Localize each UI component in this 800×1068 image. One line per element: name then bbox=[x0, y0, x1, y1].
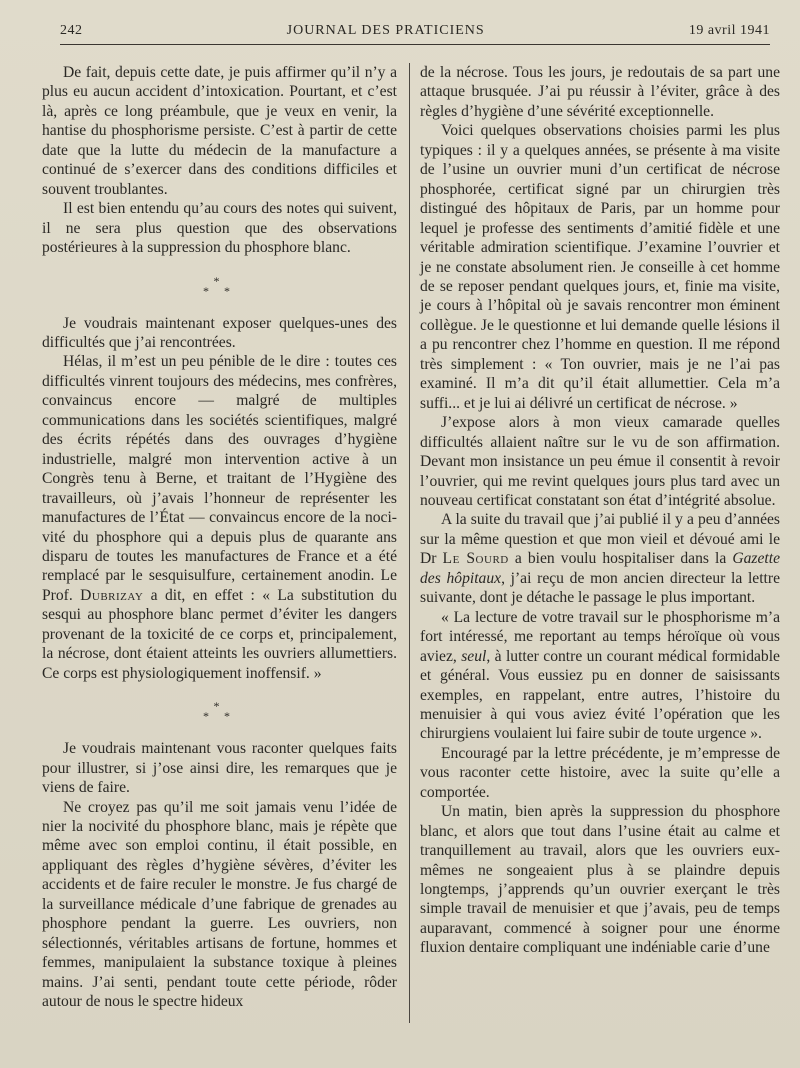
right-paragraph-5 bbox=[420, 608, 780, 744]
right-paragraph-6: Encouragé par la lettre précédente, je m’empresse de vous raconter cette histoire, avec la suite qu’elle a comportée. bbox=[420, 744, 780, 801]
right-paragraph-7: Un matin, bien après la suppression du phosphore blanc, et alors que tout dans l’usine était au calme et tranquillement au travail, alors que les ouvriers eux-mêmes ne songeaient plus à se plaindre depuis longtemps, j’apprends qu’un ouvrier exerçant le très simple travail de menuisier et que j’avais, peu de temps auparavant, commencé à soigner pour une énorme fluxion dentaire compliquant une indéniable carie d’une bbox=[420, 803, 780, 957]
emphasis-seul: seul bbox=[461, 647, 487, 665]
left-paragraph-2: Il est bien entendu qu’au cours des notes qui suivent, il ne sera plus question que des observations postérieures à la suppression du phosphore blanc. bbox=[42, 200, 397, 257]
left-column bbox=[42, 63, 397, 1011]
left-paragraph-5: Je voudrais maintenant vous raconter quelques faits pour illustrer, si j’ose ainsi dire, les remarques que je viens de faire. bbox=[42, 740, 397, 797]
paragraph-4-text-b: a dit, en effet : « La substitution du sesqui au phosphore blanc permet d’éviter les dangers provenant de la toxicité de ce corps et, principalement, la nécrose, dont étaient atteints les ouvriers allumettiers. Ce corps est physiologiquement inoffensif. » bbox=[42, 586, 397, 682]
author-name-dubrizay: Dubrizay bbox=[80, 586, 144, 604]
paragraph-4-text-a: Hélas, il m’est un peu pénible de le dire : toutes ces difficultés vinrent toujours des médecins, mes confrères, convaincus encore — malgré de multiples communications dans les sociétés scientifiques, malgré des écrits répétés dans des ouvrages d’hygiène industrielle, malgré mon intervention active à un Congrès tenu à Berne, et traitant de l’Hygiène des travailleurs, où j’avais l’honneur de représenter les manufactures de l’État — convaincus encore de la nocivité du phosphore qui a depuis plus de quarante ans disparu de toutes les manufactures de France et a été remplacé par le sesquisulfure, certainement anodin. Le Prof. bbox=[42, 353, 397, 604]
separator-star-bottom: * * bbox=[203, 283, 236, 298]
quote-text-b: , à lutter contre un courant médical formidable et général. Vous eussiez pu en donner de saisissants exemples, en rappelant, entre autres, l’histoire du menuisier à qui vous aviez évité l’opération que les chirurgiens voulaient lui faire subir de toute urgence ». bbox=[420, 647, 780, 743]
right-paragraph-1: de la nécrose. Tous les jours, je redoutais de sa part une attaque brusquée. J’ai pu réussir à l’éviter, grâce à des règles d’hygiène d’une sévérité exceptionnelle. bbox=[420, 64, 780, 120]
right-paragraph-2: Voici quelques observations choisies parmi les plus typiques : il y a quelques années, se présente à ma visite de l’usine un ouvrier muni d’un certificat de nécrose phosphorée, certificat signé par un chirurgien très distingué des hôpitaux de Paris, par un homme pour lequel je professe des sentiments d’amitié fidèle et une véritable admiration scientifique. J’examine l’ouvrier et je ne constate absolument rien. Je conseille à cet homme de se reposer pendant quelques jours, et, finie ma visite, je cours à l’hôpital où je savais rencontrer mon éminent collègue. Je le questionne et lui demande quelle lésions il a pu rencontrer chez l’homme en question. Il me répond très simplement : « Ton ouvrier, mais je ne l’ai pas examiné. Il m’a dit qu’il était allumettier. Cela m’a suffi... et je lui ai délivré un certificat de nécrose. » bbox=[420, 122, 780, 412]
right-column bbox=[420, 63, 780, 958]
separator-star-bottom: * * bbox=[203, 709, 236, 724]
section-separator-1 bbox=[42, 273, 397, 298]
paragraph-4-text-c: , j’ai reçu de mon ancien directeur la lettre suivante, dont je détache le passage le plus important. bbox=[420, 569, 780, 607]
issue-date: 19 avril 1941 bbox=[688, 23, 770, 38]
author-name-le-sourd: Le Sourd bbox=[442, 550, 509, 568]
left-paragraph-3: Je voudrais maintenant exposer quelques-unes des difficultés que j’ai rencontrées. bbox=[42, 314, 397, 351]
page-number: 242 bbox=[60, 23, 83, 38]
left-paragraph-1: De fait, depuis cette date, je puis affirmer qu’il n’y a plus eu aucun accident d’intoxication. Pourtant, et c’est là, après ce long préambule, que je veux en venir, la hantise du phosphorisme persiste. C’est à partir de cette date que la lutte du médecin de la manufacture a continué de s’exercer dans des conditions difficiles et souvent troublantes. bbox=[42, 64, 397, 198]
paragraph-4-text-b: a bien voulu hospitaliser dans la bbox=[508, 550, 733, 568]
right-paragraph-4 bbox=[420, 510, 780, 607]
left-paragraph-6: Ne croyez pas qu’il me soit jamais venu l’idée de nier la nocivité du phosphore blanc, mais je répète que même avec son emploi continu, il était possible, en appliquant des règles d’hygiène sévères, d’éviter les accidents et de faire reculer le monstre. Je fus chargé de la surveillance médicale d’une fabrique de grenades au phosphore pendant la guerre. Les ouvriers, non sélectionnés, véritables artisans de fortune, hommes et femmes, manipulaient la substance toxique à pleines mains. J’ai senti, pendant toute cette période, rôder autour de nous le spectre hideux bbox=[42, 798, 397, 1011]
separator-star-top: * bbox=[213, 273, 226, 288]
journal-name-gazette: Gazette des hôpitaux bbox=[420, 550, 781, 587]
header-rule bbox=[60, 44, 770, 45]
column-divider bbox=[409, 63, 410, 1023]
quote-text-a: « La lecture de votre travail sur le phosphorisme m’a fort intéressé, me reportant au temps héroïque où vous aviez, bbox=[420, 608, 780, 665]
section-separator-2 bbox=[42, 699, 397, 724]
running-header bbox=[60, 20, 770, 42]
right-paragraph-3: J’expose alors à mon vieux camarade quelles difficultés allaient naître sur le vu de son affirmation. Devant mon insistance un peu émue il consentit à revoir l’ouvrier, qui me revint quelques jours plus tard avec un nouveau certificat constatant son état d’intégrité absolue. bbox=[420, 414, 780, 509]
journal-title: JOURNAL DES PRATICIENS bbox=[286, 23, 485, 38]
paragraph-4-text-a: A la suite du travail que j’ai publié il y a peu d’années sur la même question et que mon vieil et dévoué ami le Dr bbox=[420, 511, 780, 568]
left-paragraph-4 bbox=[42, 352, 397, 683]
separator-star-top: * bbox=[213, 699, 226, 714]
